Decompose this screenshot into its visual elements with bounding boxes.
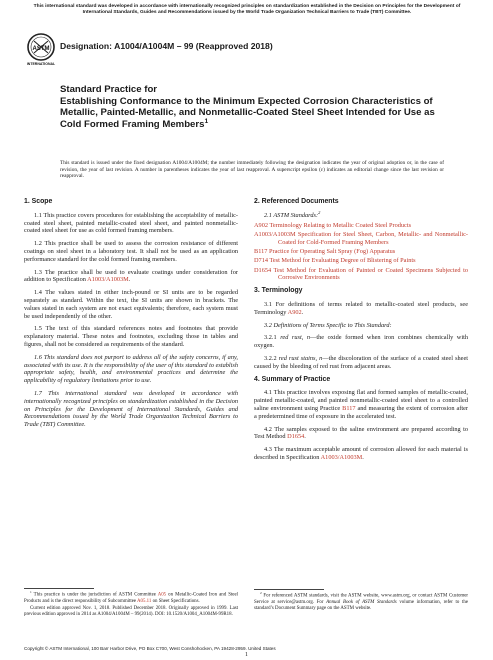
text: —the oxide formed when iron combines chemically with oxygen. bbox=[254, 334, 468, 350]
paragraph-1-2: 1.2 This practice shall be used to assess the corrosion resistance of different coatings on steel sheet in a laboratory test. It shall not be used as an application performance standard for the cold formed framing members. bbox=[24, 240, 238, 263]
reference-item[interactable] bbox=[254, 267, 468, 283]
ref-code[interactable]: D1654 bbox=[254, 266, 272, 274]
link-a05-11[interactable]: A05.11 bbox=[137, 598, 152, 604]
section-heading-summary: 4. Summary of Practice bbox=[254, 375, 331, 383]
paragraph-4-3 bbox=[254, 446, 468, 462]
link-a1003[interactable]: A1003/A1003M bbox=[320, 453, 363, 461]
text: on Metallic-Coated Iron and Steel Products and is the direct responsibility of Subcommittee bbox=[24, 592, 238, 604]
ref-code[interactable]: D714 bbox=[254, 257, 268, 265]
reference-item[interactable] bbox=[254, 231, 468, 247]
title-line2: Establishing Conformance to the Minimum Expected Corrosion Characteristics of Metallic, Painted-Metallic, and Nonmetallic-Coated Steel Sheet Intended for Use as Cold Formed Framing Members bbox=[60, 95, 435, 130]
paragraph-4-2 bbox=[254, 426, 468, 442]
text: 4.3 The maximum acceptable amount of corrosion allowed for each material is described in Specification bbox=[254, 446, 468, 461]
text: 3.2.2 bbox=[264, 354, 279, 362]
footnote-1-text: $^1$ This practice is under the jurisdiction of ASTM Committee A05 on Metallic-Coated Iron and Steel Products and is the direct responsibility of Subcommittee A05.11 on Sheet Specifications. bbox=[24, 590, 238, 604]
paragraph-3-2-1 bbox=[254, 334, 468, 350]
footnote-2 bbox=[254, 593, 468, 613]
footnote-1-edition: Current edition approved Nov. 1, 2018. Published December 2018. Originally approved in 1999. Last previous edition approved in 2014 as A1004/A1004M – 99(2014). DOI: 10.1520/A1004_A1004M-99R18. bbox=[24, 606, 238, 618]
paragraph-1-5: 1.5 The text of this standard references notes and footnotes that provide explanatory material. These notes and footnotes, excluding those in tables and figures, shall not be considered as requirements of the standard. bbox=[24, 325, 238, 348]
text: This practice is under the jurisdiction of ASTM Committee bbox=[33, 592, 158, 598]
section-heading-scope: 1. Scope bbox=[24, 198, 53, 205]
ref-title[interactable]: Test Method for Evaluation of Painted or Coated Specimens Subjected to Corrosive Environments bbox=[271, 266, 468, 282]
section-heading-referenced-documents: 2. Referenced Documents bbox=[254, 198, 339, 205]
text: and measuring the extent of corrosion after a predetermined time of exposure in the accelerated test. bbox=[254, 404, 468, 420]
link-a902[interactable]: A902 bbox=[287, 308, 302, 316]
page-number: 1 bbox=[245, 652, 248, 658]
issuance-statement: This standard is issued under the fixed designation A1004/A1004M; the number immediately following the designation indicates the year of original adoption or, in the case of revision, the year of last revision. A number in parentheses indicates the year of last reapproval. A superscript epsilon (ε) indicates an editorial change since the last revision or reapproval. bbox=[60, 160, 444, 180]
section-heading-terminology: 3. Terminology bbox=[254, 287, 303, 295]
text: 3.2.1 bbox=[264, 334, 281, 342]
designation: Designation: A1004/A1004M – 99 (Reapproved 2018) bbox=[60, 41, 273, 51]
text: . bbox=[128, 276, 131, 284]
text: . bbox=[304, 433, 306, 441]
ref-code[interactable]: B117 bbox=[254, 247, 268, 255]
footnote-divider bbox=[24, 588, 94, 589]
link-a1003[interactable]: A1003/A1003M bbox=[87, 276, 129, 284]
paragraph-1-3 bbox=[24, 269, 238, 285]
paragraph-3-1 bbox=[254, 301, 468, 317]
paragraph-1-7: 1.7 This international standard was developed in accordance with internationally recognized principles on standardization established in the Decision on Principles for the Development of International Standards, Guides and Recommendations issued by the World Trade Organization Technical Barriers to Trade (TBT) Committee. bbox=[24, 389, 238, 429]
footnote-2-text: $^2$ For referenced ASTM standards, visit the ASTM website, www.astm.org, or contact ASTM Customer Service at service@astm.org. For Annual Book of ASTM Standards volume information, refer to the standard’s Document Summary page on the ASTM website. bbox=[254, 591, 469, 612]
text: 1.3 The practice shall be used to evaluate coatings under consideration for addition to Specification bbox=[24, 268, 238, 284]
text: volume information, refer to the standard’s Document Summary page on the ASTM website. bbox=[254, 599, 469, 612]
text: Annual Book of ASTM Standards bbox=[326, 599, 397, 605]
text: 2.1 ASTM Standards: bbox=[264, 211, 319, 219]
reference-list bbox=[254, 222, 468, 283]
copyright-notice: Copyright © ASTM International, 100 Barr Harbor Drive, PO Box C700, West Conshohocken, PA 19428-2959. United States bbox=[24, 646, 276, 651]
text: 4.1 This practice involves exposing flat and formed samples of metallic-coated, painted metallic-coated, and painted nonmetallic-coated steel sheet to a controlled saline environment using Practice bbox=[254, 389, 468, 412]
paragraph-3-2: 3.2 Definitions of Terms Specific to This Standard: bbox=[264, 321, 392, 329]
top-notice: This international standard was developed in accordance with internationally recognized principles on standardization established in the Decision on Principles for the Development of International Standards, Guides and Recommendations issued by the World Trade Organization Technical Barriers to Trade (TBT) Committee. bbox=[33, 4, 461, 16]
paragraph-4-1 bbox=[254, 389, 468, 420]
term: red rust stains, n bbox=[278, 354, 323, 362]
link-d1654[interactable]: D1654 bbox=[287, 433, 305, 441]
text: —the discoloration of the surface of a coated steel sheet caused by the bleeding of red rust from adjacent areas. bbox=[254, 354, 469, 370]
text: on Sheet Specifications. bbox=[151, 598, 200, 604]
ref-code[interactable]: A902 bbox=[254, 221, 268, 229]
reference-item[interactable] bbox=[254, 222, 468, 230]
left-column bbox=[24, 198, 238, 434]
link-a05[interactable]: A05 bbox=[157, 592, 167, 598]
paragraph-2-1 bbox=[254, 209, 468, 220]
link-b117[interactable]: B117 bbox=[342, 404, 356, 412]
logo-text: INTERNATIONAL bbox=[26, 62, 56, 66]
title-main bbox=[60, 96, 440, 131]
footnote-mark: 2 bbox=[318, 209, 321, 215]
text: 4.2 The samples exposed to the saline environment are prepared according to Test Method bbox=[254, 425, 468, 441]
text: For referenced ASTM standards, visit the ASTM website, www.astm.org, or contact ASTM Customer Service at service@astm.org. For bbox=[254, 593, 468, 605]
ref-title[interactable]: Specification for Steel Sheet, Carbon, Metallic- and Nonmetallic-Coated for Cold-Formed Framing Members bbox=[278, 230, 468, 246]
title-footnote-mark: 1 bbox=[204, 117, 209, 125]
document-title bbox=[60, 84, 440, 130]
text: . bbox=[362, 453, 364, 461]
text: . bbox=[301, 308, 304, 316]
astm-logo bbox=[26, 32, 56, 70]
right-column bbox=[254, 198, 468, 467]
reference-item[interactable] bbox=[254, 248, 468, 256]
ref-title[interactable]: Terminology Relating to Metallic Coated Steel Products bbox=[268, 221, 412, 229]
ref-code[interactable]: A1003/A1003M bbox=[254, 230, 296, 238]
footnote-1 bbox=[24, 592, 238, 619]
reference-item[interactable] bbox=[254, 257, 468, 265]
title-line1: Standard Practice for bbox=[60, 84, 158, 95]
ref-title[interactable]: Test Method for Evaluating Degree of Blistering of Paints bbox=[268, 257, 416, 265]
term: red rust, n bbox=[280, 334, 311, 342]
svg-text:ASTM: ASTM bbox=[32, 46, 50, 52]
paragraph-1-4: 1.4 The values stated in either inch-pound or SI units are to be regarded separately as standard. Within the text, the SI units are shown in brackets. The values stated in each system are not exact equivalents; therefore, each system must be used independently of the other. bbox=[24, 289, 238, 320]
footnote-divider bbox=[254, 589, 324, 590]
paragraph-1-1: 1.1 This practice covers procedures for establishing the acceptability of metallic-coated steel sheet, painted metallic-coated steel sheet, and painted nonmetallic-coated steel sheet for use as cold formed framing members. bbox=[24, 211, 238, 235]
text: 3.1 For definitions of terms related to metallic-coated steel products, see Terminology bbox=[254, 300, 468, 316]
ref-title[interactable]: Practice for Operating Salt Spray (Fog) Apparatus bbox=[267, 247, 396, 255]
paragraph-3-2-2 bbox=[254, 355, 468, 371]
paragraph-1-6: 1.6 This standard does not purport to address all of the safety concerns, if any, associated with its use. It is the responsibility of the user of this standard to establish appropriate safety, health, and environmental practices and determine the applicability of regulatory limitations prior to use. bbox=[24, 353, 238, 385]
